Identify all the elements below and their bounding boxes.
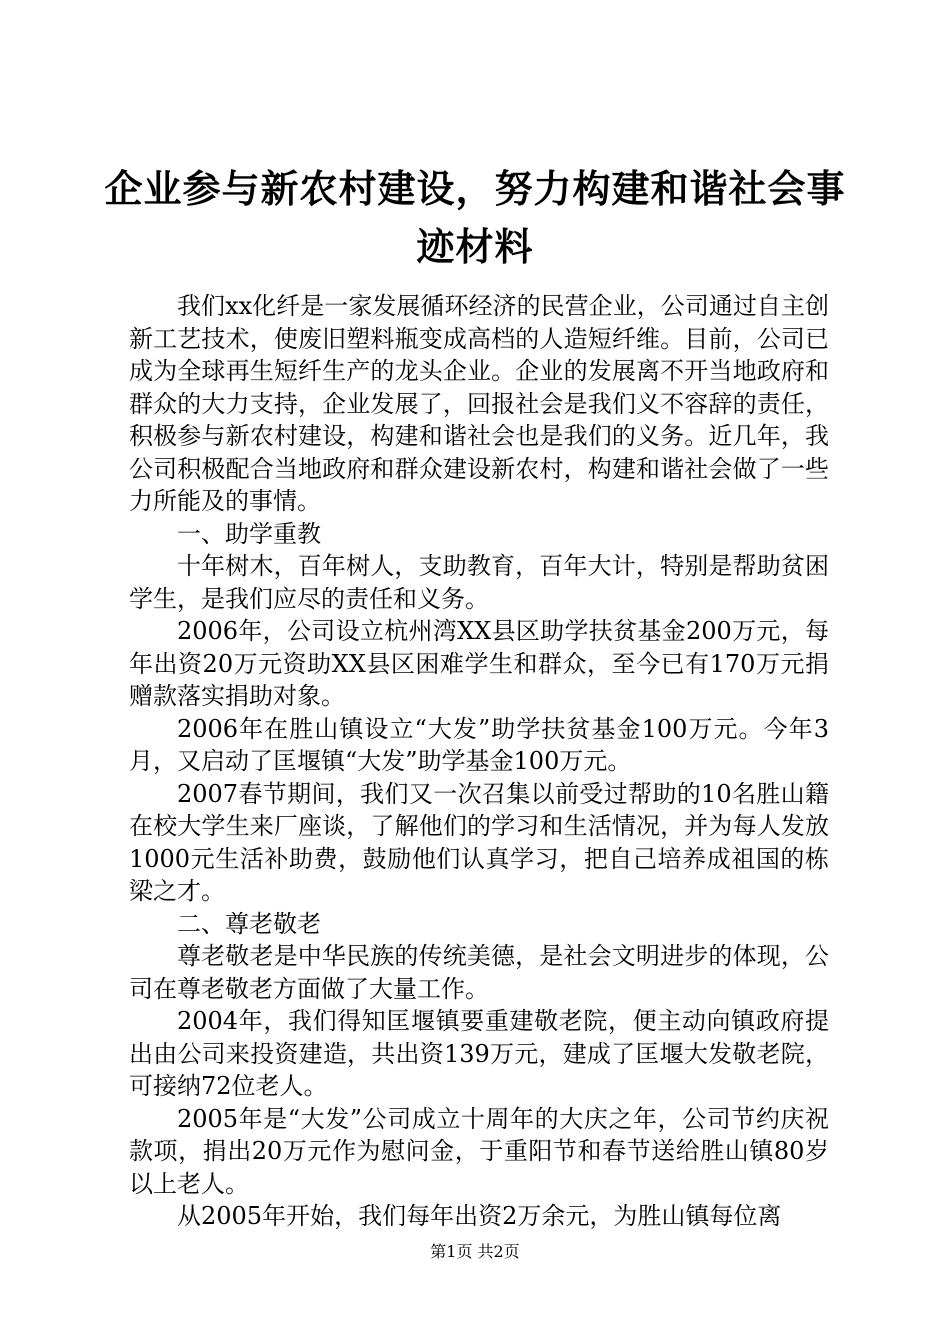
paragraph: 2006年，公司设立杭州湾XX县区助学扶贫基金200万元，每年出资20万元资助XX县区困难学生和群众，至今已有170万元捐赠款落实捐助对象。 (129, 617, 829, 710)
paragraph: 2004年，我们得知匡堰镇要重建敬老院，便主动向镇政府提出由公司来投资建造，共出资139万元，建成了匡堰大发敬老院，可接纳72位老人。 (129, 1007, 829, 1100)
paragraph: 我们xx化纤是一家发展循环经济的民营企业，公司通过自主创新工艺技术，使废旧塑料瓶变成高档的人造短纤维。目前，公司已成为全球再生短纤生产的龙头企业。企业的发展离不开当地政府和群众的大力支持，企业发展了，回报社会是我们义不容辞的责任，积极参与新农村建设，构建和谐社会也是我们的义务。近几年，我公司积极配合当地政府和群众建设新农村，构建和谐社会做了一些力所能及的事情。 (129, 292, 829, 515)
document-body (129, 290, 829, 1233)
paragraph: 从2005年开始，我们每年出资2万余元，为胜山镇每位离 (177, 1202, 782, 1230)
paragraph: 2006年在胜山镇设立“大发”助学扶贫基金100万元。今年3月，又启动了匡堰镇“大发”助学基金100万元。 (129, 714, 829, 775)
paragraph: 2007春节期间，我们又一次召集以前受过帮助的10名胜山籍在校大学生来厂座谈，了解他们的学习和生活情况，并为每人发放1000元生活补助费，鼓励他们认真学习，把自己培养成祖国的栋梁之才。 (129, 779, 829, 905)
page-footer: 第1页 共2页 (430, 1242, 520, 1261)
paragraph: 十年树木，百年树人，支助教育，百年大计，特别是帮助贫困学生，是我们应尽的责任和义务。 (129, 552, 829, 613)
document-title: 企业参与新农村建设，努力构建和谐社会事迹材料 (104, 166, 846, 269)
section-heading: 一、助学重教 (177, 519, 321, 548)
paragraph: 尊老敬老是中华民族的传统美德，是社会文明进步的体现，公司在尊老敬老方面做了大量工作。 (129, 942, 829, 1003)
paragraph: 2005年是“大发”公司成立十周年的大庆之年，公司节约庆祝款项，捐出20万元作为慰问金，于重阳节和春节送给胜山镇80岁以上老人。 (129, 1104, 829, 1198)
section-heading: 二、尊老敬老 (177, 909, 321, 938)
